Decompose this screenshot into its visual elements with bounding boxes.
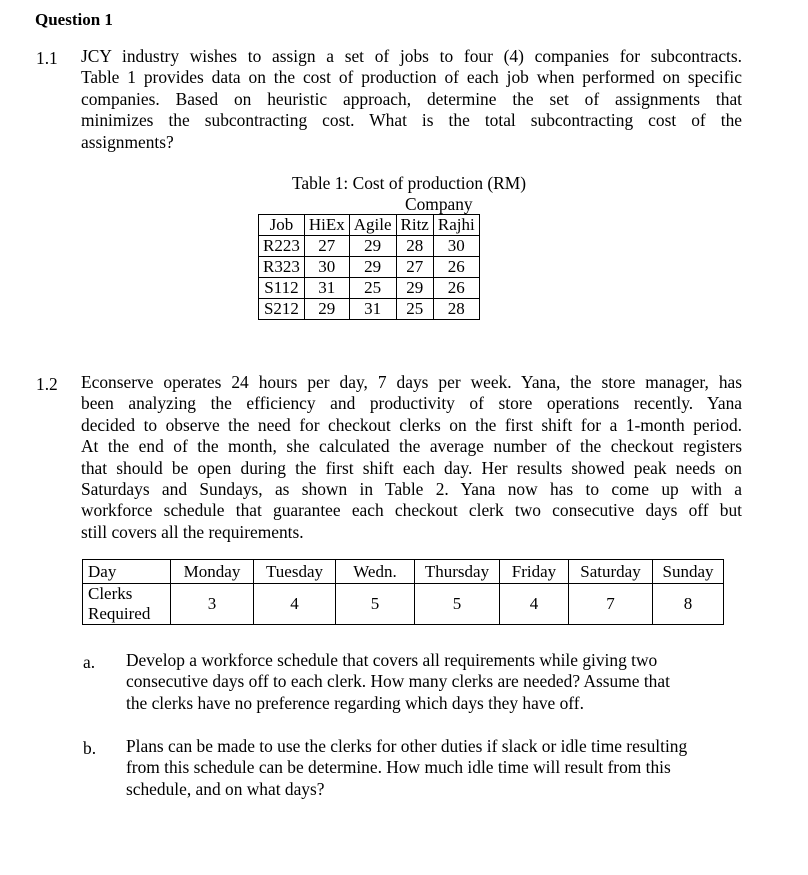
table2-day-cell: Friday <box>500 560 569 584</box>
question-1-1-text <box>81 46 742 153</box>
table2-value-cell: 5 <box>415 584 500 625</box>
text-line: Plans can be made to use the clerks for other duties if slack or idle time resulting <box>126 736 688 756</box>
table1-header-cell: Ritz <box>396 215 433 236</box>
table1-header-row <box>259 215 480 236</box>
table2-clerks-required <box>82 559 724 625</box>
table1-header-cell: Agile <box>349 215 396 236</box>
table1-cell: 28 <box>433 299 479 320</box>
table2-day-cell: Monday <box>171 560 254 584</box>
table2-value-cell: 7 <box>569 584 653 625</box>
table1-cell: S112 <box>259 278 305 299</box>
part-a-text <box>126 650 726 714</box>
question-number-1-2: 1.2 <box>36 374 58 394</box>
text-line: Econserve operates 24 hours per day, 7 days per week. Yana, the store manager, has <box>81 372 742 392</box>
table1-cell: 29 <box>349 236 396 257</box>
table2-value-cell: 4 <box>500 584 569 625</box>
text-line: still covers all the requirements. <box>81 521 304 542</box>
table1-header-cell: Job <box>259 215 305 236</box>
table2-value-cell: 8 <box>653 584 724 625</box>
table1-cell: S212 <box>259 299 305 320</box>
table2-required-row <box>83 584 724 625</box>
table1-cost-of-production <box>258 214 480 320</box>
table-row <box>259 278 480 299</box>
table1-cell: 31 <box>349 299 396 320</box>
table1-cell: R323 <box>259 257 305 278</box>
table2-day-row <box>83 560 724 584</box>
table1-caption: Table 1: Cost of production (RM) <box>292 173 527 193</box>
text-line: Table 1 provides data on the cost of production of each job when performed on specific <box>81 67 742 88</box>
text-line: JCY industry wishes to assign a set of jobs to four (4) companies for subcontracts. <box>81 46 742 66</box>
text-line: schedule, and on what days? <box>126 778 325 799</box>
table1-cell: 27 <box>396 257 433 278</box>
text-line: minimizes the subcontracting cost. What is the total subcontracting cost of the <box>81 110 742 131</box>
table1-cell: 27 <box>304 236 349 257</box>
table2-value-cell: 5 <box>336 584 415 625</box>
table2-value-cell: 4 <box>254 584 336 625</box>
table1-cell: 29 <box>304 299 349 320</box>
part-b-text <box>126 736 736 800</box>
table1-cell: 28 <box>396 236 433 257</box>
table1-cell: 26 <box>433 278 479 299</box>
table2-day-cell: Thursday <box>415 560 500 584</box>
table2-required-label <box>83 584 171 625</box>
text-line: workforce schedule that guarantee each checkout clerk two consecutive days off but <box>81 500 742 521</box>
table-row <box>259 257 480 278</box>
table1-cell: 31 <box>304 278 349 299</box>
table1-cell: 25 <box>349 278 396 299</box>
question-number-1-1: 1.1 <box>36 48 58 68</box>
question-1-2-text <box>81 372 742 543</box>
table1-header-cell: HiEx <box>304 215 349 236</box>
table2-required-label-line2: Required <box>88 604 151 623</box>
table2-required-label-line1: Clerks <box>88 584 133 603</box>
text-line: consecutive days off to each clerk. How many clerks are needed? Assume that <box>126 671 670 692</box>
table2-value-cell: 3 <box>171 584 254 625</box>
table1-cell: 26 <box>433 257 479 278</box>
question-heading: Question 1 <box>35 10 113 29</box>
table2-day-label: Day <box>83 560 171 584</box>
text-line: been analyzing the efficiency and productivity of store operations recently. Yana <box>81 393 742 414</box>
part-a-label: a. <box>83 652 96 672</box>
table1-cell: 29 <box>396 278 433 299</box>
table2-day-cell: Tuesday <box>254 560 336 584</box>
table-row <box>259 299 480 320</box>
table1-cell: 30 <box>433 236 479 257</box>
text-line: companies. Based on heuristic approach, determine the set of assignments that <box>81 88 742 109</box>
table1-company-header: Company <box>405 194 473 214</box>
table2-day-cell: Saturday <box>569 560 653 584</box>
text-line: Saturdays and Sundays, as shown in Table 2. Yana now has to come up with a <box>81 479 742 500</box>
text-line: assignments? <box>81 131 174 152</box>
part-b-label: b. <box>83 738 97 758</box>
text-line: from this schedule can be determine. How much idle time will result from this <box>126 757 671 778</box>
table1-cell: 29 <box>349 257 396 278</box>
table2-day-cell: Wedn. <box>336 560 415 584</box>
table1-cell: 30 <box>304 257 349 278</box>
table1-header-cell: Rajhi <box>433 215 479 236</box>
table1-cell: 25 <box>396 299 433 320</box>
table-row <box>259 236 480 257</box>
text-line: the clerks have no preference regarding which days they have off. <box>126 692 584 713</box>
table2-day-cell: Sunday <box>653 560 724 584</box>
text-line: Develop a workforce schedule that covers all requirements while giving two <box>126 650 658 670</box>
table1-cell: R223 <box>259 236 305 257</box>
text-line: that should be open during the first shift each day. Her results showed peak needs on <box>81 457 742 478</box>
text-line: decided to observe the need for checkout clerks on the first shift for a 1-month period. <box>81 414 742 435</box>
text-line: At the end of the month, she calculated the average number of the checkout registers <box>81 436 742 457</box>
